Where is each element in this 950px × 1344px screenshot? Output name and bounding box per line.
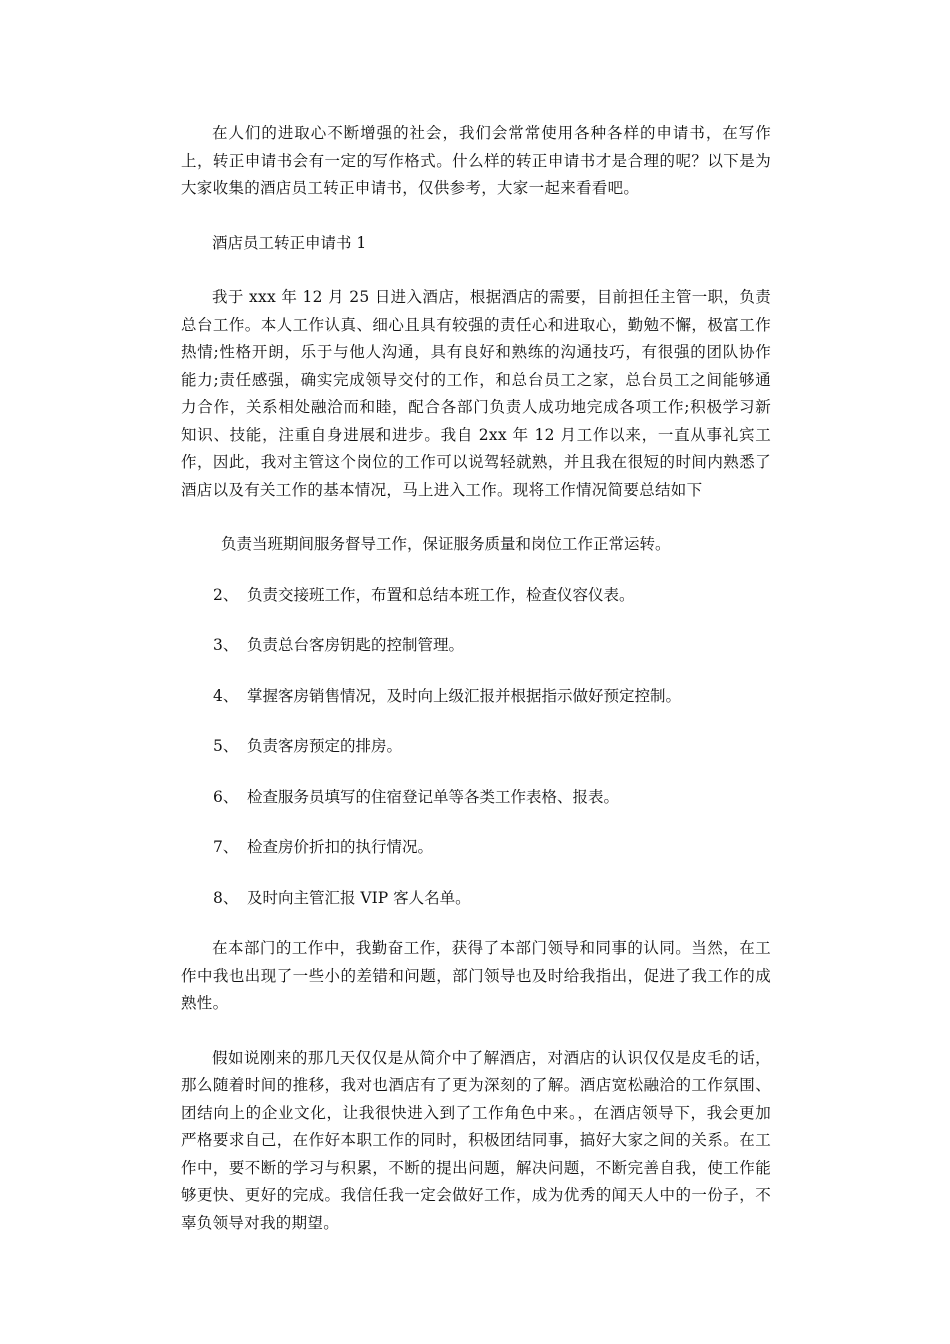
list-item-text: 检查服务员填写的住宿登记单等各类工作表格、报表。 (247, 787, 620, 806)
list-item (181, 582, 771, 610)
document-body (181, 120, 771, 1237)
list-item-text: 负责总台客房钥匙的控制管理。 (247, 636, 465, 654)
body-paragraph-2: 在本部门的工作中，我勤奋工作，获得了本部门领导和同事的认同。当然，在工作中我也出现了一些小的差错和问题，部门领导也及时给我指出，促进了我工作的成熟性。 (181, 939, 771, 1012)
list-item (181, 885, 771, 913)
list-item-text: 检查房价折扣的执行情况。 (247, 838, 434, 856)
list-item-number: 6、 (213, 787, 239, 806)
body-paragraph-3: 假如说刚来的那几天仅仅是从简介中了解酒店，对酒店的认识仅仅是皮毛的话，那么随着时间的推移，我对也酒店有了更为深刻的了解。酒店宽松融洽的工作氛围、团结向上的企业文化，让我很快进入到了工作角色中来。，在酒店领导下，我会更加严格要求自己，在作好本职工作的同时，积极团结同事，搞好大家之间的关系。在工作中，要不断的学习与积累，不断的提出问题，解决问题，不断完善自我，使工作能够更快、更好的完成。我信任我一定会做好工作，成为优秀的闻天人中的一份子，不辜负领导对我的期望。 (181, 1048, 771, 1232)
intro-paragraph: 在人们的进取心不断增强的社会，我们会常常使用各种各样的申请书，在写作上，转正申请书会有一定的写作格式。什么样的转正申请书才是合理的呢？以下是为大家收集的酒店员工转正申请书，仅供参考，大家一起来看看吧。 (181, 124, 771, 197)
list-item-text: 负责客房预定的排房。 (247, 737, 403, 755)
list-item-text: 掌握客房销售情况，及时向上级汇报并根据指示做好预定控制。 (247, 686, 682, 705)
list-item-number: 4、 (213, 686, 239, 705)
list-item-text: 及时向主管汇报 VIP 客人名单。 (247, 888, 471, 907)
list-item-number: 3、 (213, 636, 239, 654)
list-item (181, 683, 771, 711)
section-heading: 酒店员工转正申请书 1 (212, 233, 367, 252)
list-item (181, 834, 771, 862)
list-item (181, 784, 771, 812)
list-item-number: 2、 (213, 585, 239, 604)
list-item-number: 5、 (213, 737, 239, 755)
list-item-number: 7、 (213, 838, 239, 856)
list-item (181, 632, 771, 660)
list-item-1: 负责当班期间服务督导工作，保证服务质量和岗位工作正常运转。 (221, 535, 671, 553)
list-item (181, 733, 771, 761)
body-paragraph-1: 我于 xxx 年 12 月 25 日进入酒店，根据酒店的需要，目前担任主管一职，负责总台工作。本人工作认真、细心且具有较强的责任心和进取心，勤勉不懈，极富工作热情;性格开朗，乐于与他人沟通，具有良好和熟练的沟通技巧，有很强的团队协作能力;责任感强，确实完成领导交付的工作，和总台员工之家，总台员工之间能够通力合作，关系相处融洽而和睦，配合各部门负责人成功地完成各项工作;积极学习新知识、技能，注重自身进展和进步。我自 2xx 年 12 月工作以来，一直从事礼宾工作，因此，我对主管这个岗位的工作可以说驾轻就熟，并且我在很短的时间内熟悉了酒店以及有关工作的基本情况，马上进入工作。现将工作情况简要总结如下 (181, 288, 771, 499)
list-item-number: 8、 (213, 888, 239, 907)
list-item-text: 负责交接班工作，布置和总结本班工作，检查仪容仪表。 (247, 585, 635, 604)
